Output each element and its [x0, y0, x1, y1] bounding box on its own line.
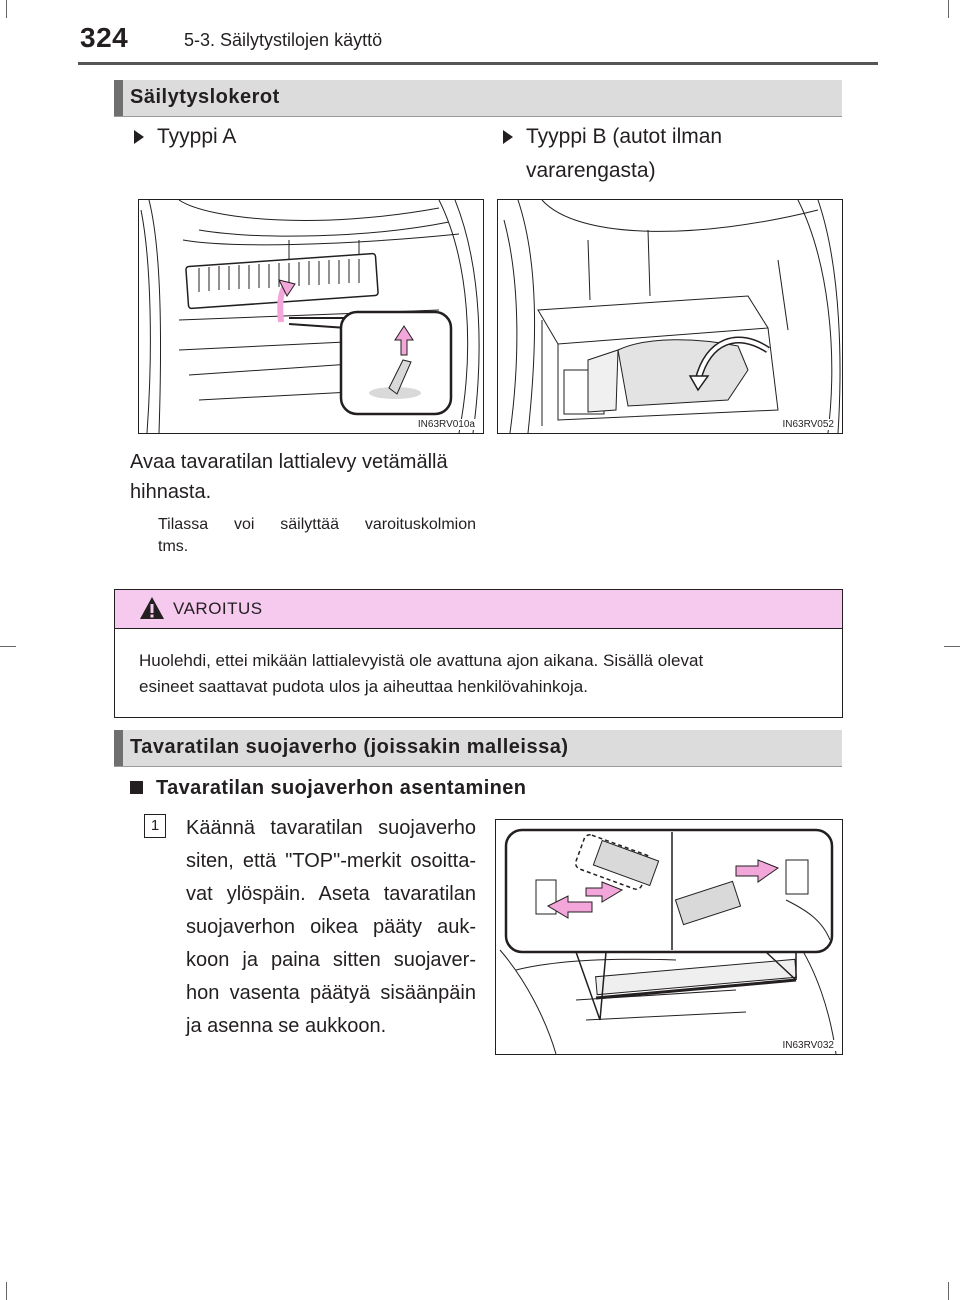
triangle-bullet-icon: [503, 130, 513, 144]
warning-triangle-icon: [139, 596, 165, 620]
type-a-label: Tyyppi A: [157, 125, 237, 148]
square-bullet-icon: [130, 781, 143, 794]
tonneau-cover-install-illustration: [496, 820, 842, 1054]
section-heading-text: Tavaratilan suojaverho (joissakin malleissa): [130, 736, 569, 758]
chapter-title: 5-3. Säilytystilojen käyttö: [184, 30, 383, 50]
trunk-floor-strap-illustration: [139, 200, 483, 433]
triangle-bullet-icon: [134, 130, 144, 144]
figure-code: IN63RV032: [782, 1040, 834, 1051]
crop-mark: [6, 0, 7, 18]
figure-type-a: [138, 199, 484, 434]
warning-header: [115, 590, 842, 629]
warning-box: [114, 589, 843, 718]
step-number-badge: 1: [144, 814, 166, 838]
crop-mark: [6, 1282, 7, 1300]
figure-code: IN63RV052: [782, 419, 834, 430]
note-line2: tms.: [158, 538, 189, 555]
instruction-line1: Avaa tavaratilan lattialevy vetämällä: [130, 451, 448, 473]
crop-mark: [0, 646, 16, 647]
section-heading-storage: [114, 80, 842, 117]
figure-code: IN63RV010a: [417, 419, 475, 430]
page-number: 324: [80, 22, 129, 53]
section-heading-bar: [114, 80, 123, 116]
warning-title: VAROITUS: [173, 599, 263, 618]
header-rule: [78, 62, 878, 65]
figure-tonneau-cover: [495, 819, 843, 1055]
warning-line2: esineet saattavat pudota ulos ja aiheuttaa henkilövahinkoja.: [139, 677, 588, 696]
type-b-label-line1: Tyyppi B (autot ilman: [526, 125, 723, 148]
warning-line1: Huolehdi, ettei mikään lattialevyistä ole avattuna ajon aikana. Sisällä olevat: [139, 651, 704, 670]
subheading: Tavaratilan suojaverhon asentaminen: [156, 777, 527, 799]
crop-mark: [948, 0, 949, 18]
section-heading-text: Säilytyslokerot: [130, 86, 280, 108]
section-heading-bar: [114, 730, 123, 766]
figure-type-b: [497, 199, 843, 434]
instruction-line2: hihnasta.: [130, 481, 212, 503]
type-b-label-line2: vararengasta): [526, 159, 656, 182]
trunk-storage-tray-illustration: [498, 200, 842, 433]
crop-mark: [944, 646, 960, 647]
note-line1: Tilassa voi säilyttää varoituskolmion: [158, 516, 476, 533]
step-text: Käännä tavaratilan suojaverho siten, että "TOP"-merkit osoitta-vat ylöspäin. Aseta tavaratilan suojaverhon oikea pääty auk-koon ja paina sitten suojaver-hon vasenta päätyä sisäänpäin ja asenna se aukkoon.: [186, 817, 476, 1037]
warning-text: [139, 648, 829, 700]
crop-mark: [948, 1282, 949, 1300]
section-heading-tonneau-cover: [114, 730, 842, 767]
